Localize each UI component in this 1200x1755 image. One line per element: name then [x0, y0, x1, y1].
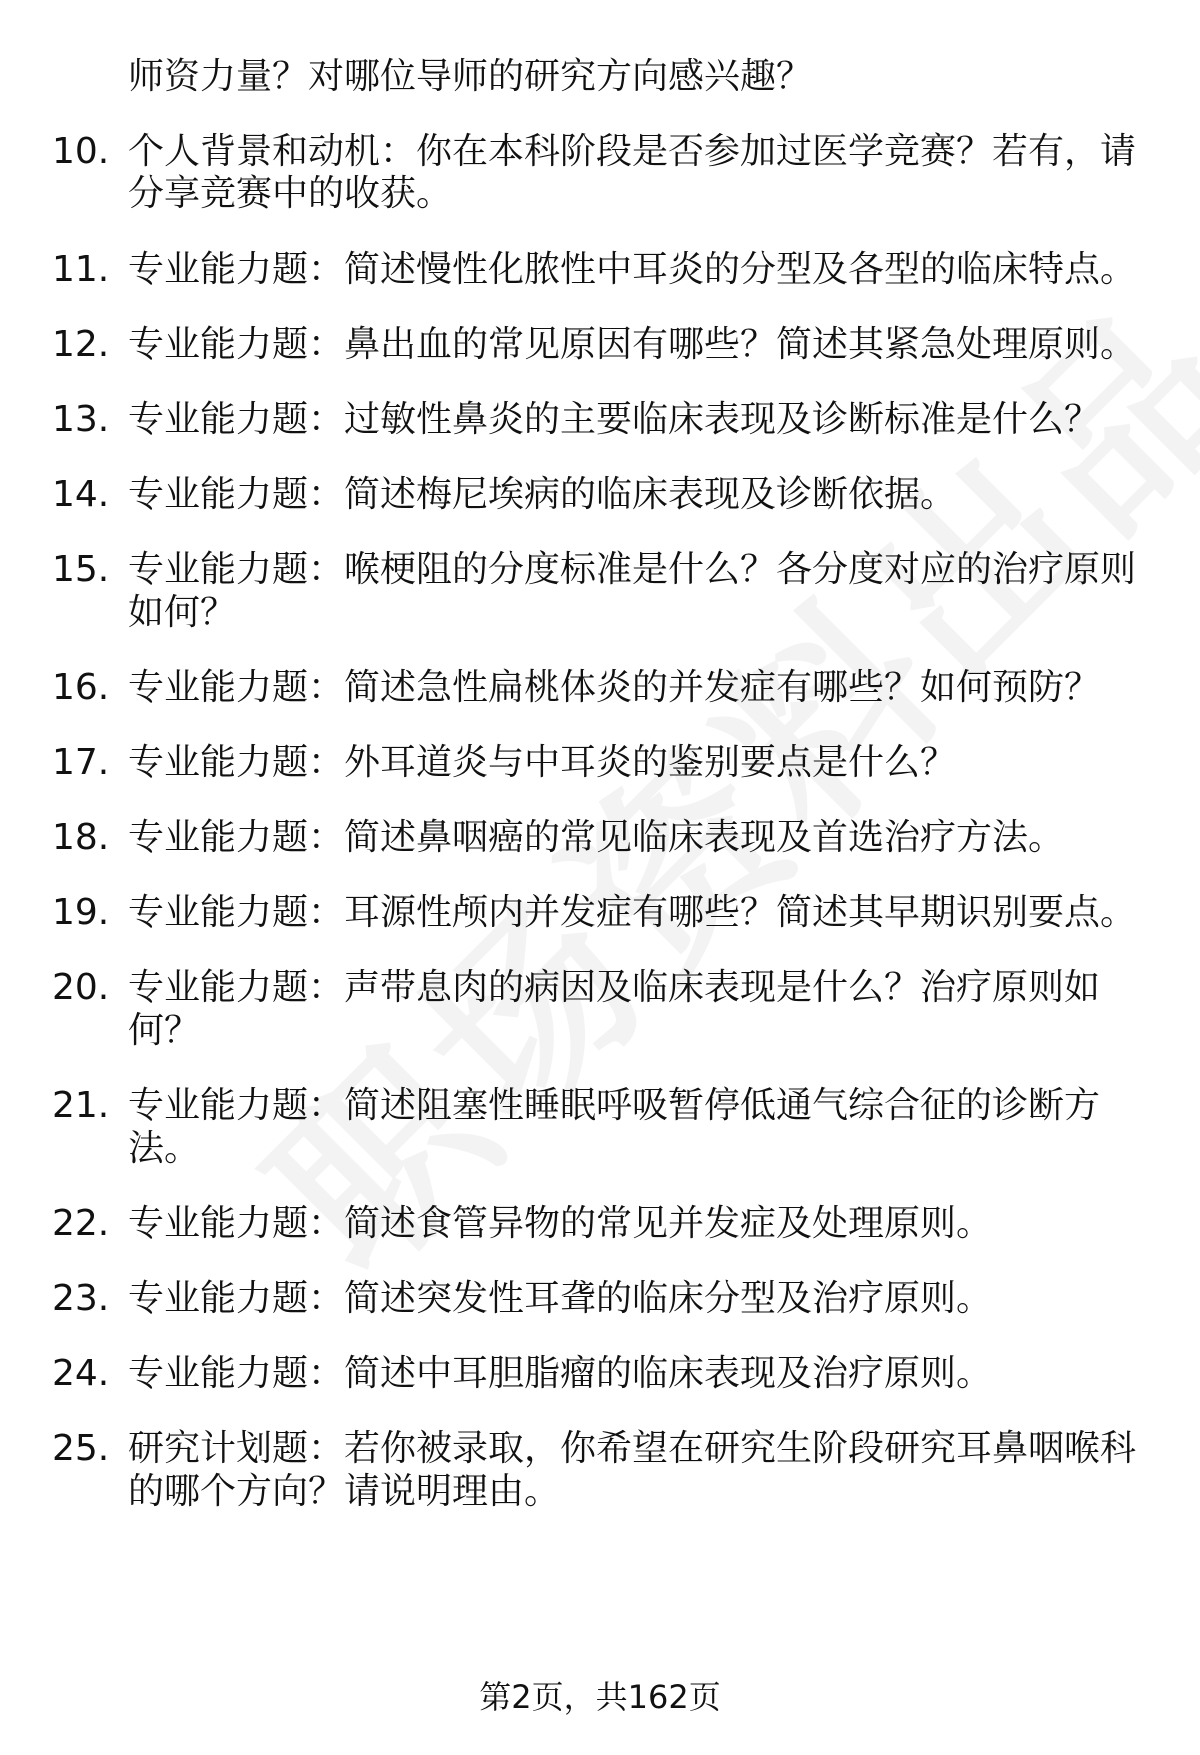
item-text: 何？	[128, 1010, 201, 1051]
item-text: 专业能力题：简述中耳胆脂瘤的临床表现及治疗原则。	[128, 1353, 993, 1394]
item-text: 专业能力题：简述突发性耳聋的临床分型及治疗原则。	[128, 1278, 993, 1319]
item-number: 23.	[52, 1278, 110, 1319]
item-number: 10.	[52, 131, 110, 172]
item-text: 专业能力题：简述鼻咽癌的常见临床表现及首选治疗方法。	[128, 817, 1065, 858]
item-text: 分享竞赛中的收获。	[128, 173, 453, 214]
item-number: 20.	[52, 967, 110, 1008]
item-text: 专业能力题：喉梗阻的分度标准是什么？各分度对应的治疗原则	[128, 549, 1137, 590]
item-text: 专业能力题：简述慢性化脓性中耳炎的分型及各型的临床特点。	[128, 249, 1137, 290]
item-text: 专业能力题：简述食管异物的常见并发症及处理原则。	[128, 1203, 993, 1244]
item-number: 22.	[52, 1203, 110, 1244]
item-number: 16.	[52, 667, 110, 708]
item-number: 24.	[52, 1353, 110, 1394]
item-number: 25.	[52, 1428, 110, 1469]
item-text: 研究计划题：若你被录取，你希望在研究生阶段研究耳鼻咽喉科	[128, 1428, 1137, 1469]
item-text: 专业能力题：耳源性颅内并发症有哪些？简述其早期识别要点。	[128, 892, 1137, 933]
item-text: 法。	[128, 1128, 201, 1169]
item-text: 专业能力题：声带息肉的病因及临床表现是什么？治疗原则如	[128, 967, 1101, 1008]
item-text: 师资力量？对哪位导师的研究方向感兴趣？	[128, 56, 813, 97]
item-text: 如何？	[128, 592, 237, 633]
item-text: 专业能力题：简述梅尼埃病的临床表现及诊断依据。	[128, 474, 957, 515]
item-number: 19.	[52, 892, 110, 933]
item-text: 专业能力题：外耳道炎与中耳炎的鉴别要点是什么？	[128, 742, 957, 783]
item-number: 12.	[52, 324, 110, 365]
item-number: 13.	[52, 399, 110, 440]
item-text: 专业能力题：简述急性扁桃体炎的并发症有哪些？如何预防？	[128, 667, 1101, 708]
item-number: 17.	[52, 742, 110, 783]
item-number: 15.	[52, 549, 110, 590]
page-footer: 第2页，共162页	[479, 1678, 721, 1716]
item-text: 个人背景和动机：你在本科阶段是否参加过医学竞赛？若有，请	[128, 131, 1137, 172]
item-text: 的哪个方向？请说明理由。	[128, 1471, 561, 1512]
item-text: 专业能力题：过敏性鼻炎的主要临床表现及诊断标准是什么？	[128, 399, 1101, 440]
item-number: 14.	[52, 474, 110, 515]
item-text: 专业能力题：鼻出血的常见原因有哪些？简述其紧急处理原则。	[128, 324, 1137, 365]
item-number: 21.	[52, 1085, 110, 1126]
item-number: 11.	[52, 249, 110, 290]
item-text: 专业能力题：简述阻塞性睡眠呼吸暂停低通气综合征的诊断方	[128, 1085, 1101, 1126]
item-number: 18.	[52, 817, 110, 858]
